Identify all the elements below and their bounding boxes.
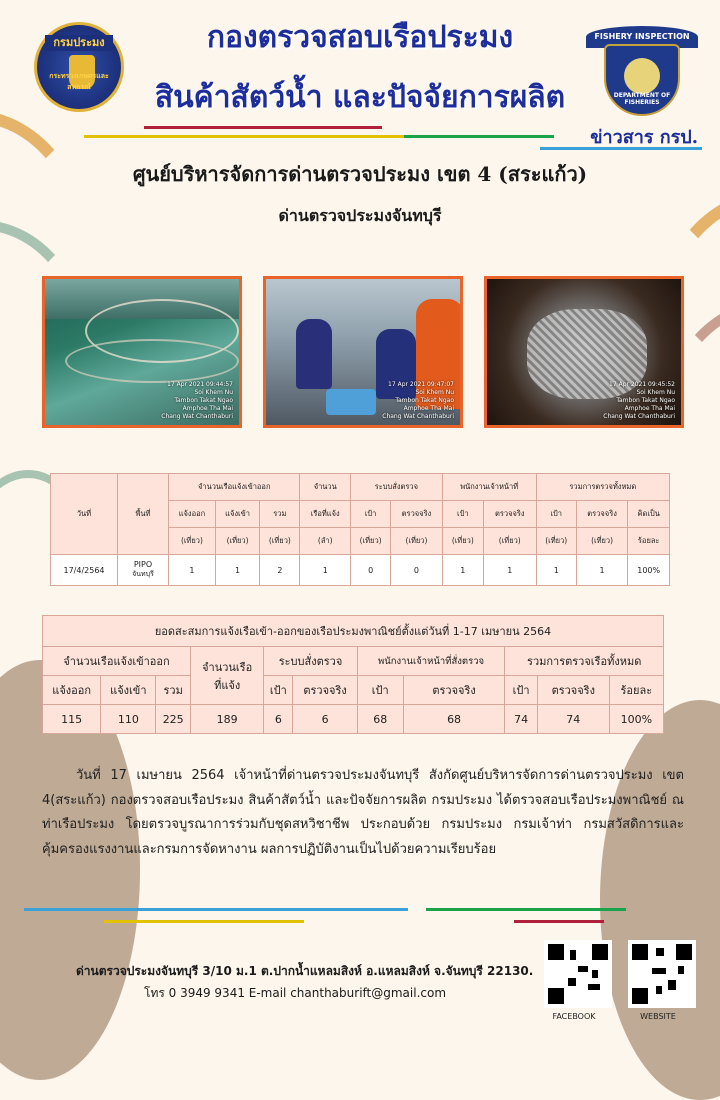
cell-value: 100% [628, 555, 670, 586]
group-count: จำนวนเรือ ที่แจ้ง [191, 647, 264, 705]
logo-subtext: กระทรวงเกษตรและสหกรณ์ [49, 72, 109, 91]
cell-value: 110 [101, 705, 156, 734]
website-qr-code[interactable] [628, 940, 696, 1008]
group-notify: จำนวนเรือแจ้งเข้าออก [169, 474, 300, 501]
cell-value: 1 [536, 555, 576, 586]
logo-text: กรมประมง [45, 35, 113, 51]
divider [404, 135, 554, 138]
center-heading: ศูนย์บริหารจัดการด่านตรวจประมง เขต 4 (สระแก้ว) [132, 162, 588, 186]
sub-header: เป้า [442, 501, 483, 528]
sub-header: เรือที่แจ้ง [300, 501, 351, 528]
cell-value: 115 [43, 705, 101, 734]
cell-value: 1 [215, 555, 259, 586]
sub-header: แจ้งออก [169, 501, 216, 528]
sub-header: ตรวจจริง [403, 676, 505, 705]
sub-header: เป้า [264, 676, 293, 705]
checkpoint-name: ด่านตรวจประมงจันทบุรี [278, 206, 442, 225]
unit: (เที่ยว) [576, 528, 628, 555]
unit: (เที่ยว) [442, 528, 483, 555]
divider [104, 920, 304, 923]
cell-value: 1 [442, 555, 483, 586]
photo-stamp: 17 Apr 2021 09:44:57 Soi Khem Nu Tambon Takat Ngao Amphoe Tha Mai Chang Wat Chanthaburi [161, 381, 233, 420]
photo-stamp: 17 Apr 2021 09:45:52 Soi Khem Nu Tambon Takat Ngao Amphoe Tha Mai Chang Wat Chanthaburi [603, 381, 675, 420]
unit: (เที่ยว) [536, 528, 576, 555]
facebook-qr-code[interactable] [544, 940, 612, 1008]
sub-header: แจ้งเข้า [215, 501, 259, 528]
cell-value: 189 [191, 705, 264, 734]
cell-value: 6 [293, 705, 357, 734]
unit: ร้อยละ [628, 528, 670, 555]
sub-header: ตรวจจริง [576, 501, 628, 528]
cell-value: 6 [264, 705, 293, 734]
shield-icon [604, 44, 680, 116]
page-title-line2: สินค้าสัตว์น้ำ และปัจจัยการผลิต [154, 80, 566, 115]
divider [24, 908, 408, 911]
sub-header: ตรวจจริง [537, 676, 609, 705]
department-logo [34, 22, 124, 112]
group-notify: จำนวนเรือแจ้งเข้าออก [43, 647, 191, 676]
page-title-line1: กองตรวจสอบเรือประมง [206, 20, 514, 55]
cell-value: 1 [169, 555, 216, 586]
footer-address: ด่านตรวจประมงจันทบุรี 3/10 ม.1 ต.ปากน้ำแหลมสิงห์ อ.แหลมสิงห์ จ.จันทบุรี 22130. [76, 964, 534, 978]
cell-area: PIPO จันทบุรี [118, 555, 169, 586]
sub-header: แจ้งออก [43, 676, 101, 705]
divider [144, 126, 382, 129]
sub-header: ตรวจจริง [391, 501, 443, 528]
cell-value: 0 [351, 555, 391, 586]
col-area: พื้นที่ [118, 474, 169, 555]
cell-value: 1 [300, 555, 351, 586]
news-label: ข่าวสาร กรป. [590, 127, 698, 148]
logo-bottom-text: DEPARTMENT OF FISHERIES [613, 92, 671, 106]
group-system: ระบบสั่งตรวจ [351, 474, 443, 501]
sub-header: รวม [156, 676, 191, 705]
fishery-inspection-logo [586, 22, 698, 118]
group-staff: พนักงานเจ้าหน้าที่สั่งตรวจ [357, 647, 505, 676]
sub-header: รวม [260, 501, 300, 528]
unit: (ลำ) [300, 528, 351, 555]
sub-header: แจ้งเข้า [101, 676, 156, 705]
sub-header: เป้า [536, 501, 576, 528]
cell-value: 100% [609, 705, 663, 734]
footer-contact: โทร 0 3949 9341 E-mail chanthaburift@gmail.com [144, 986, 447, 1000]
divider [84, 135, 414, 138]
group-count: จำนวน [300, 474, 351, 501]
cell-value: 68 [403, 705, 505, 734]
daily-inspection-table [50, 473, 670, 586]
photo-nets [42, 276, 242, 428]
sub-header: ร้อยละ [609, 676, 663, 705]
unit: (เที่ยว) [260, 528, 300, 555]
group-staff: พนักงานเจ้าหน้าที่ [442, 474, 536, 501]
photo-stamp: 17 Apr 2021 09:47:07 Soi Khem Nu Tambon Takat Ngao Amphoe Tha Mai Chang Wat Chanthaburi [382, 381, 454, 420]
decor-silhouette [600, 700, 720, 1100]
sub-header: ตรวจจริง [293, 676, 357, 705]
divider [514, 920, 604, 923]
table-row [51, 555, 670, 586]
unit: (เที่ยว) [351, 528, 391, 555]
cumulative-summary-table [42, 615, 664, 734]
unit: (เที่ยว) [391, 528, 443, 555]
photo-catch [484, 276, 684, 428]
sub-header: เป้า [505, 676, 538, 705]
divider [426, 908, 626, 911]
group-total: รวมการตรวจเรือทั้งหมด [505, 647, 664, 676]
logo-top-text: FISHERY INSPECTION [586, 26, 698, 48]
cell-value: 1 [576, 555, 628, 586]
cell-value: 74 [537, 705, 609, 734]
summary-title: ยอดสะสมการแจ้งเรือเข้า-ออกของเรือประมงพาณิชย์ตั้งแต่วันที่ 1-17 เมษายน 2564 [43, 616, 664, 647]
report-body: วันที่ 17 เมษายน 2564 เจ้าหน้าที่ด่านตรวจประมงจันทบุรี สังกัดศูนย์บริหารจัดการด่านตรวจประมง เขต 4(สระแก้ว) กองตรวจสอบเรือประมง สินค้าสัตว์น้ำ และปัจจัยการผลิต กรมประมง ได้ตรวจสอบเรือประมงพาณิชย์ ณ ท่าเรือประมง โดยตรวจบูรณาการร่วมกับชุดสหวิชาชีพ ประกอบด้วย กรมประมง กรมเจ้าท่า กรมสวัสดิการและคุ้มครองแรงงานและกรมการจัดหางาน ผลการปฏิบัติงานเป็นไปด้วยความเรียบร้อย [42, 768, 684, 857]
facebook-label: FACEBOOK [552, 1012, 596, 1021]
group-system: ระบบสั่งตรวจ [264, 647, 357, 676]
sub-header: เป้า [357, 676, 403, 705]
website-label: WEBSITE [640, 1012, 676, 1021]
table-row [43, 705, 664, 734]
unit: (เที่ยว) [483, 528, 536, 555]
cell-value: 74 [505, 705, 538, 734]
photo-officers [263, 276, 463, 428]
cell-date: 17/4/2564 [51, 555, 118, 586]
cell-value: 1 [483, 555, 536, 586]
sub-header: ตรวจจริง [483, 501, 536, 528]
cell-value: 225 [156, 705, 191, 734]
group-total: รวมการตรวจทั้งหมด [536, 474, 669, 501]
cell-value: 2 [260, 555, 300, 586]
sub-header: เป้า [351, 501, 391, 528]
unit: (เที่ยว) [169, 528, 216, 555]
sub-header: คิดเป็น [628, 501, 670, 528]
unit: (เที่ยว) [215, 528, 259, 555]
col-date: วันที่ [51, 474, 118, 555]
cell-value: 68 [357, 705, 403, 734]
cell-value: 0 [391, 555, 443, 586]
